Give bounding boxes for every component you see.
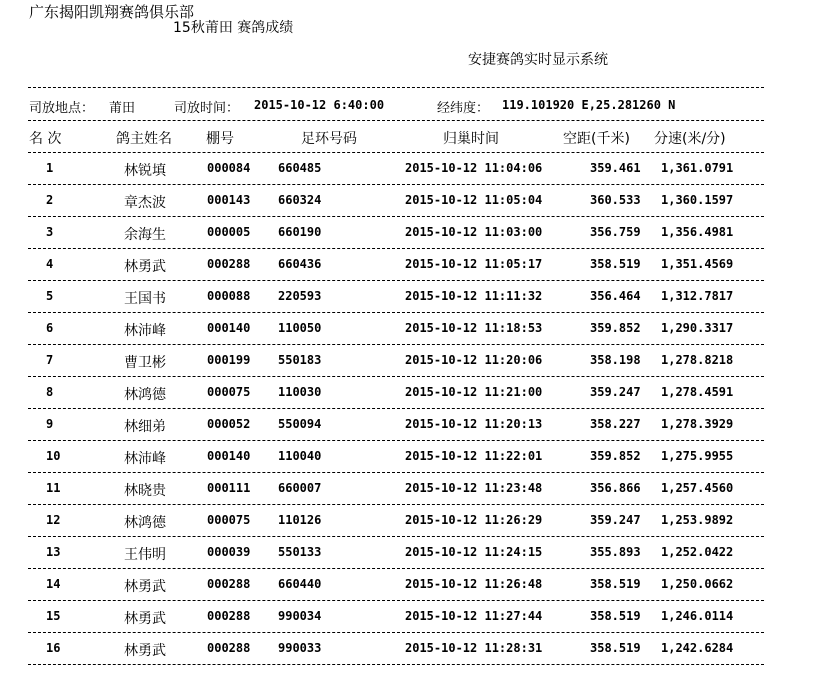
cell-time: 2015-10-12 11:03:00 [405, 225, 543, 239]
cell-ring: 990034 [278, 609, 322, 623]
release-place: 莆田 [109, 101, 136, 116]
cell-speed: 1,351.4569 [661, 257, 734, 271]
cell-ring: 660440 [278, 577, 322, 591]
cell-speed: 1,250.0662 [661, 577, 734, 591]
cell-rank: 13 [46, 545, 61, 559]
race-title: 15秋莆田 赛鸽成绩 [173, 20, 294, 36]
cell-rank: 4 [46, 257, 54, 271]
divider [28, 87, 764, 88]
cell-dist: 356.759 [590, 225, 641, 239]
cell-rank: 2 [46, 193, 54, 207]
cell-speed: 1,312.7817 [661, 289, 734, 303]
cell-loft: 000005 [207, 225, 251, 239]
cell-time: 2015-10-12 11:26:29 [405, 513, 543, 527]
row-divider [28, 632, 764, 633]
cell-time: 2015-10-12 11:18:53 [405, 321, 543, 335]
cell-speed: 1,361.0791 [661, 161, 734, 175]
cell-rank: 11 [46, 481, 61, 495]
cell-rank: 14 [46, 577, 61, 591]
cell-name: 林勇武 [124, 579, 166, 595]
cell-dist: 359.852 [590, 449, 641, 463]
cell-loft: 000140 [207, 321, 251, 335]
cell-ring: 660485 [278, 161, 322, 175]
cell-dist: 358.198 [590, 353, 641, 367]
cell-loft: 000199 [207, 353, 251, 367]
cell-loft: 000143 [207, 193, 251, 207]
cell-speed: 1,253.9892 [661, 513, 734, 527]
row-divider [28, 440, 764, 441]
row-divider [28, 568, 764, 569]
cell-loft: 000288 [207, 609, 251, 623]
divider [28, 152, 764, 153]
table-row [0, 193, 823, 225]
cell-ring: 110030 [278, 385, 322, 399]
cell-loft: 000075 [207, 385, 251, 399]
cell-rank: 10 [46, 449, 61, 463]
cell-dist: 356.866 [590, 481, 641, 495]
cell-ring: 110050 [278, 321, 322, 335]
cell-name: 林勇武 [124, 259, 166, 275]
row-divider [28, 344, 764, 345]
table-row [0, 609, 823, 641]
cell-speed: 1,257.4560 [661, 481, 734, 495]
cell-loft: 000288 [207, 641, 251, 655]
cell-dist: 356.464 [590, 289, 641, 303]
cell-speed: 1,246.0114 [661, 609, 734, 623]
cell-loft: 000052 [207, 417, 251, 431]
divider [28, 120, 764, 121]
cell-name: 曹卫彬 [124, 355, 166, 371]
cell-loft: 000088 [207, 289, 251, 303]
table-row [0, 577, 823, 609]
release-place-label: 司放地点： [29, 101, 95, 116]
cell-rank: 7 [46, 353, 54, 367]
cell-speed: 1,356.4981 [661, 225, 734, 239]
table-row [0, 481, 823, 513]
cell-dist: 355.893 [590, 545, 641, 559]
cell-ring: 550133 [278, 545, 322, 559]
cell-time: 2015-10-12 11:22:01 [405, 449, 543, 463]
cell-name: 王伟明 [124, 547, 166, 563]
table-row [0, 545, 823, 577]
cell-name: 林鸿德 [124, 515, 166, 531]
coords: 119.101920 E,25.281260 N [502, 98, 676, 112]
cell-time: 2015-10-12 11:27:44 [405, 609, 543, 623]
cell-time: 2015-10-12 11:05:04 [405, 193, 543, 207]
col-rank: 名 次 [29, 131, 62, 147]
cell-name: 林细弟 [124, 419, 166, 435]
table-row [0, 417, 823, 449]
row-divider [28, 664, 764, 665]
cell-loft: 000288 [207, 257, 251, 271]
cell-speed: 1,278.3929 [661, 417, 734, 431]
row-divider [28, 600, 764, 601]
cell-speed: 1,278.4591 [661, 385, 734, 399]
cell-ring: 990033 [278, 641, 322, 655]
cell-time: 2015-10-12 11:28:31 [405, 641, 543, 655]
cell-ring: 660436 [278, 257, 322, 271]
cell-loft: 000140 [207, 449, 251, 463]
cell-dist: 358.519 [590, 609, 641, 623]
table-row [0, 353, 823, 385]
row-divider [28, 216, 764, 217]
col-dist: 空距(千米) [563, 131, 630, 147]
cell-loft: 000039 [207, 545, 251, 559]
table-row [0, 449, 823, 481]
cell-name: 章杰波 [124, 195, 166, 211]
cell-dist: 359.247 [590, 385, 641, 399]
col-loft: 棚号 [206, 131, 234, 147]
table-row [0, 289, 823, 321]
cell-rank: 8 [46, 385, 54, 399]
col-owner: 鸽主姓名 [116, 131, 172, 147]
cell-ring: 660190 [278, 225, 322, 239]
cell-time: 2015-10-12 11:21:00 [405, 385, 543, 399]
cell-name: 林锐填 [124, 163, 166, 179]
row-divider [28, 504, 764, 505]
row-divider [28, 312, 764, 313]
cell-time: 2015-10-12 11:23:48 [405, 481, 543, 495]
cell-rank: 3 [46, 225, 54, 239]
cell-loft: 000288 [207, 577, 251, 591]
cell-ring: 550094 [278, 417, 322, 431]
cell-time: 2015-10-12 11:05:17 [405, 257, 543, 271]
table-row [0, 385, 823, 417]
cell-name: 林鸿德 [124, 387, 166, 403]
table-row [0, 257, 823, 289]
cell-time: 2015-10-12 11:26:48 [405, 577, 543, 591]
cell-loft: 000075 [207, 513, 251, 527]
cell-rank: 5 [46, 289, 54, 303]
cell-speed: 1,252.0422 [661, 545, 734, 559]
cell-speed: 1,278.8218 [661, 353, 734, 367]
row-divider [28, 408, 764, 409]
release-time-label: 司放时间： [174, 101, 240, 116]
cell-ring: 660324 [278, 193, 322, 207]
club-title: 广东揭阳凯翔赛鸽俱乐部 [29, 3, 195, 21]
row-divider [28, 280, 764, 281]
row-divider [28, 536, 764, 537]
cell-dist: 359.461 [590, 161, 641, 175]
cell-rank: 1 [46, 161, 54, 175]
cell-name: 余海生 [124, 227, 166, 243]
cell-rank: 12 [46, 513, 61, 527]
cell-name: 林沛峰 [124, 451, 166, 467]
cell-dist: 360.533 [590, 193, 641, 207]
cell-dist: 358.519 [590, 577, 641, 591]
cell-ring: 550183 [278, 353, 322, 367]
cell-speed: 1,242.6284 [661, 641, 734, 655]
col-ring: 足环号码 [301, 131, 357, 147]
table-row [0, 321, 823, 353]
cell-rank: 16 [46, 641, 61, 655]
cell-speed: 1,275.9955 [661, 449, 734, 463]
cell-dist: 359.247 [590, 513, 641, 527]
cell-name: 林勇武 [124, 611, 166, 627]
row-divider [28, 184, 764, 185]
release-time: 2015-10-12 6:40:00 [254, 98, 385, 112]
row-divider [28, 376, 764, 377]
cell-rank: 6 [46, 321, 54, 335]
cell-time: 2015-10-12 11:20:13 [405, 417, 543, 431]
cell-dist: 358.519 [590, 257, 641, 271]
cell-dist: 359.852 [590, 321, 641, 335]
cell-name: 林晓贵 [124, 483, 166, 499]
cell-time: 2015-10-12 11:24:15 [405, 545, 543, 559]
cell-rank: 9 [46, 417, 54, 431]
cell-time: 2015-10-12 11:11:32 [405, 289, 543, 303]
coords-label: 经纬度： [437, 101, 490, 116]
cell-ring: 660007 [278, 481, 322, 495]
table-row [0, 225, 823, 257]
cell-loft: 000084 [207, 161, 251, 175]
cell-time: 2015-10-12 11:04:06 [405, 161, 543, 175]
cell-rank: 15 [46, 609, 61, 623]
cell-name: 王国书 [124, 291, 166, 307]
cell-loft: 000111 [207, 481, 251, 495]
cell-speed: 1,290.3317 [661, 321, 734, 335]
row-divider [28, 472, 764, 473]
col-speed: 分速(米/分) [654, 131, 726, 147]
table-row [0, 513, 823, 545]
table-row [0, 641, 823, 673]
table-row [0, 161, 823, 193]
col-time: 归巢时间 [443, 131, 499, 147]
cell-ring: 110126 [278, 513, 322, 527]
cell-dist: 358.227 [590, 417, 641, 431]
cell-ring: 110040 [278, 449, 322, 463]
cell-ring: 220593 [278, 289, 322, 303]
cell-name: 林勇武 [124, 643, 166, 659]
cell-time: 2015-10-12 11:20:06 [405, 353, 543, 367]
system-title: 安捷赛鸽实时显示系统 [468, 52, 608, 68]
cell-name: 林沛峰 [124, 323, 166, 339]
cell-speed: 1,360.1597 [661, 193, 734, 207]
row-divider [28, 248, 764, 249]
cell-dist: 358.519 [590, 641, 641, 655]
